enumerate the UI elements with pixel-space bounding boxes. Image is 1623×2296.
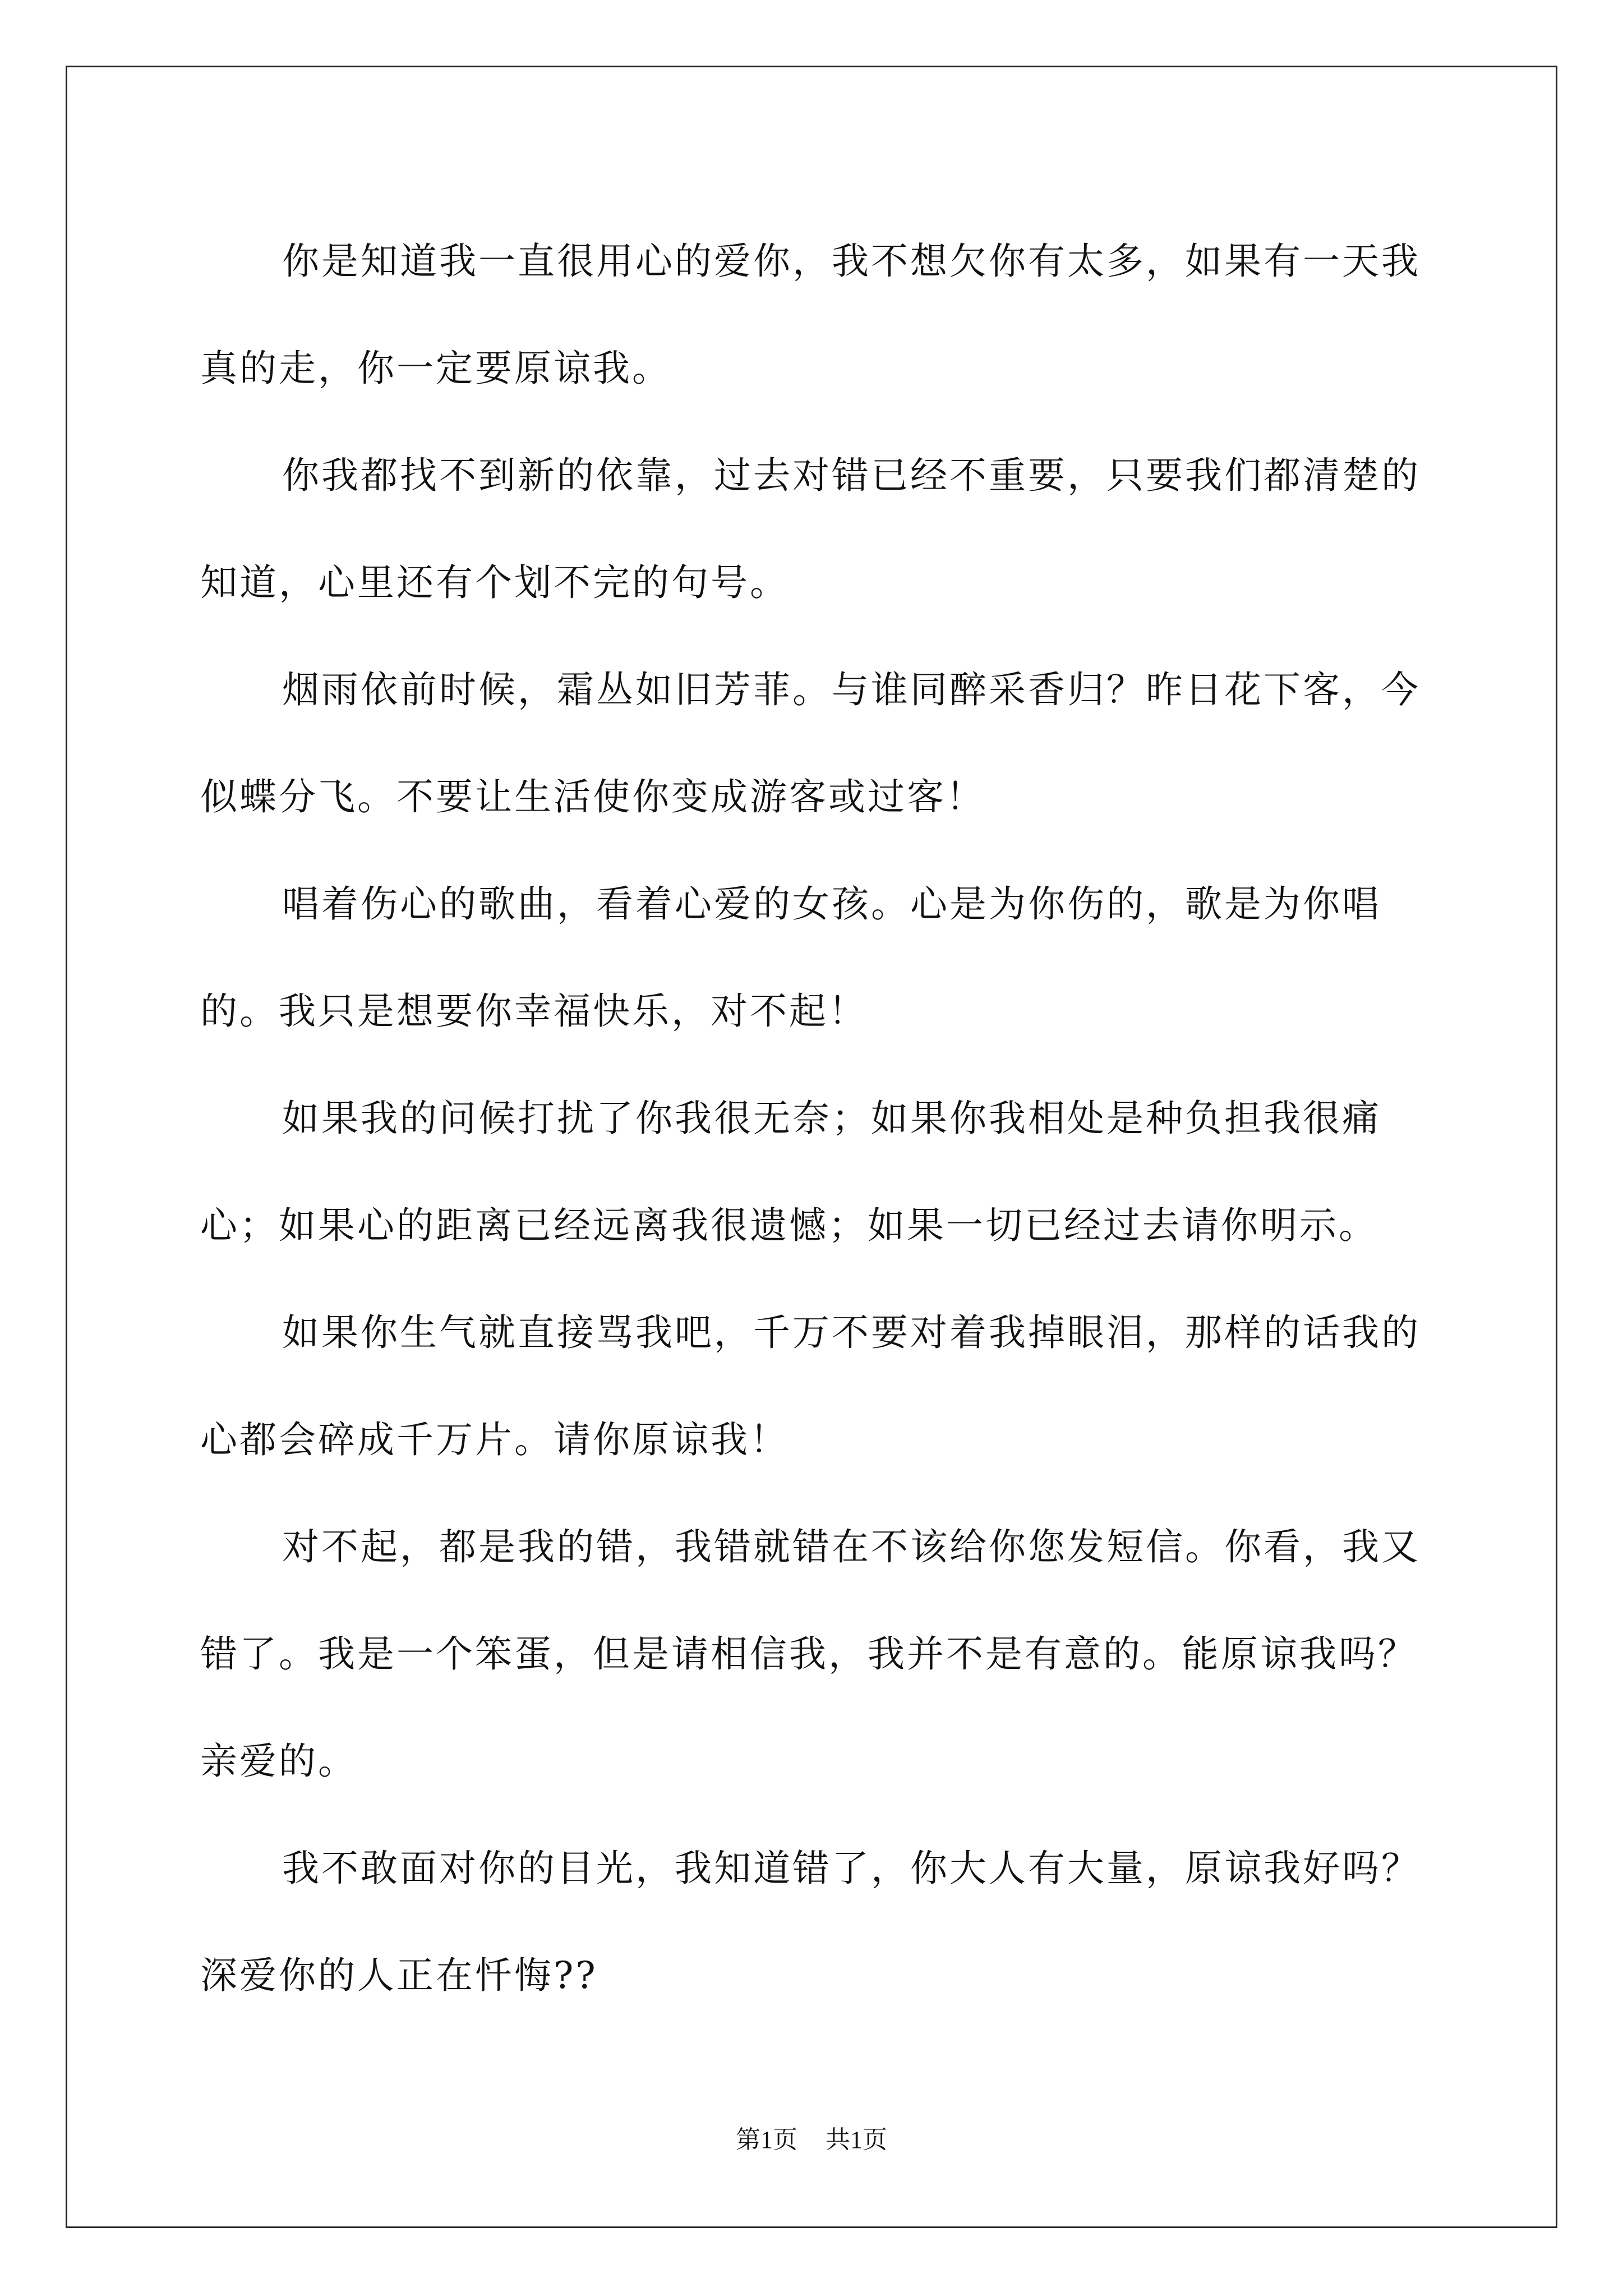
- page-number-current: 第1页: [736, 2126, 797, 2154]
- document-body: [200, 208, 1428, 2029]
- paragraph-6: 如果你生气就直接骂我吧，千万不要对着我掉眼泪，那样的话我的心都会碎成千万片。请你原谅我！: [200, 1311, 1421, 1461]
- page-number-total: 共1页: [826, 2126, 887, 2154]
- paragraph-8: 我不敢面对你的目光，我知道错了，你大人有大量，原谅我好吗？深爱你的人正在忏悔??: [200, 1847, 1421, 1997]
- paragraph-4: 唱着伤心的歌曲，看着心爱的女孩。心是为你伤的，歌是为你唱的。我只是想要你幸福快乐，对不起！: [200, 882, 1381, 1033]
- paragraph-5: 如果我的问候打扰了你我很无奈；如果你我相处是种负担我很痛心；如果心的距离已经远离我很遗憾；如果一切已经过去请你明示。: [200, 1097, 1381, 1247]
- paragraph-1: 你是知道我一直很用心的爱你，我不想欠你有太多，如果有一天我真的走，你一定要原谅我。: [200, 240, 1421, 390]
- page-footer: [0, 2123, 1623, 2157]
- paragraph-3: 烟雨依前时候，霜丛如旧芳菲。与谁同醉采香归？昨日花下客，今似蝶分飞。不要让生活使你变成游客或过客！: [200, 668, 1421, 818]
- paragraph-7: 对不起，都是我的错，我错就错在不该给你您发短信。你看，我又错了。我是一个笨蛋，但是请相信我，我并不是有意的。能原谅我吗？亲爱的。: [200, 1525, 1421, 1783]
- paragraph-2: 你我都找不到新的依靠，过去对错已经不重要，只要我们都清楚的知道，心里还有个划不完的句号。: [200, 454, 1421, 604]
